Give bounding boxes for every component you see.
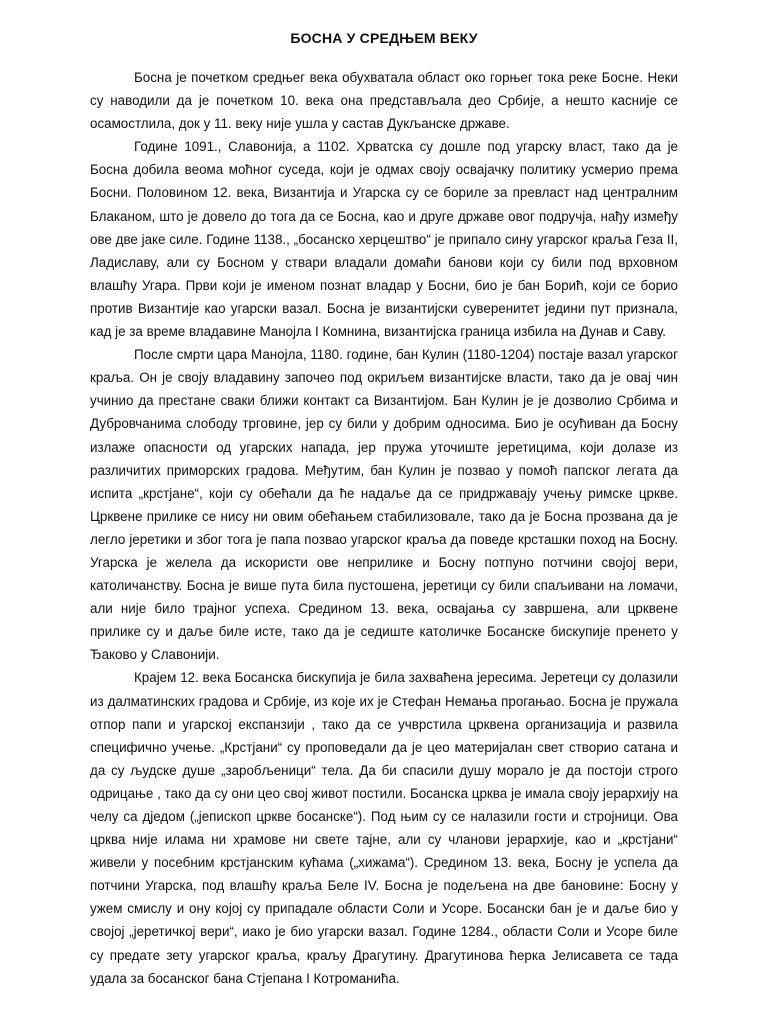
paragraph-4: Крајем 12. века Босанска бискупија је била захваћена јересима. Јеретеци су долазили из далматинских градова и Србије, из које их је Стефан Немања прогањао. Босна је пружала отпор папи и угарској експанзији , тако да се учврстила црквена организација и развила специфично учење. „Крстјани“ су проповедали да је цео материјалан свет створио сатана и да су људске душе „заробљеници“ тела. Да би спасили душу морало је да постоји строго одрицање , тако да су они цео свој живот постили. Босанска црква је имала своју јерархију на челу са дједом („јепископ цркве босанске“). Под њим су се налазили гости и стројници. Ова црква није илама ни храмове ни свете тајне, али су чланови јерархије, као и „крстјани“ живели у посебним крстјанским кућама („хижама“). Средином 13. века, Босну је успела да потчини Угарска, под влашћу краља Беле IV. Босна је подељена на две бановине: Босну у ужем смислу и ону којој су припадале области Соли и Усоре. Босански бан је и даље био у својој „јеретичкој вери“, иако је био угарски вазал. Године 1284., области Соли и Усоре биле су предате зету угарског краља, краљу Драгутину. Драгутинова ћерка Јелисавета се тада удала за босанског бана Стјепана I Котроманића. (90, 670, 678, 986)
paragraph-3: После смрти цара Манојла, 1180. године, бан Кулин (1180-1204) постаје вазал угарског краља. Он је своју владавину започео под окриљем византијске власти, тако да је овај чин учинио да престане сваки ближи контакт са Византијом. Бан Кулин је је дозволио Србима и Дубровчанима слободу трговине, јер су били у добрим односима. Био је осућиван да Босну излаже опасности од угарских напада, јер пружа уточиште јеретицима, који долазе из различитих приморских градова. Међутим, бан Кулин је позвао у помоћ папског легата да испита „крстјане“, који су обећали да ће надаље да се придржавају учењу римске цркве. Црквене прилике се нису ни овим обећањем стабилизовале, тако да је Босна прозвана да је легло јеретики и због тога је папа позвао угарског краља да поведе крсташки поход на Босну. Угарска је желела да искористи ове неприлике и Босну потпуно потчини својој вери, католичанству. Босна је више пута била пустошена, јеретици су били спаљивани на ломачи, али није било трајног успеха. Средином 13. века, освајања су завршена, али црквене прилике су и даље биле исте, тако да је седиште католичке Босанске бискупије пренето у Ђаково у Славонији. (90, 347, 678, 663)
paragraph-2: Године 1091., Славонија, а 1102. Хрватска су дошле под угарску власт, тако да је Босна добила веома моћног суседа, који је одмах своју освајачку политику усмерио према Босни. Половином 12. века, Византија и Угарска су се бориле за превласт над централним Блаканом, што је довело до тога да се Босна, као и друге државе овог подручја, нађу између ове две јаке силе. Године 1138., „босанско херцештво“ је припало сину угарског краља Геза II, Ладиславу, али су Босном у ствари владали домаћи банови који су били под врховном влашћу Угара. Први који је именом познат владар у Босни, био је бан Борић, који се борио против Византије као угарски вазал. Босна је византијски суверенитет једини пут признала, кад је за време владавине Манојла I Комнина, византијска граница избила на Дунав и Саву. (90, 139, 678, 340)
page-title: БОСНА У СРЕДЊЕМ ВЕКУ (290, 30, 478, 46)
paragraph-1: Босна је почетком средњег века обухватала област око горњег тока реке Босне. Неки су наводили да је почетком 10. века она представљала део Србије, а нешто касније се осамостлила, док у 11. веку није ушла у састав Дукљанске државе. (90, 70, 678, 132)
